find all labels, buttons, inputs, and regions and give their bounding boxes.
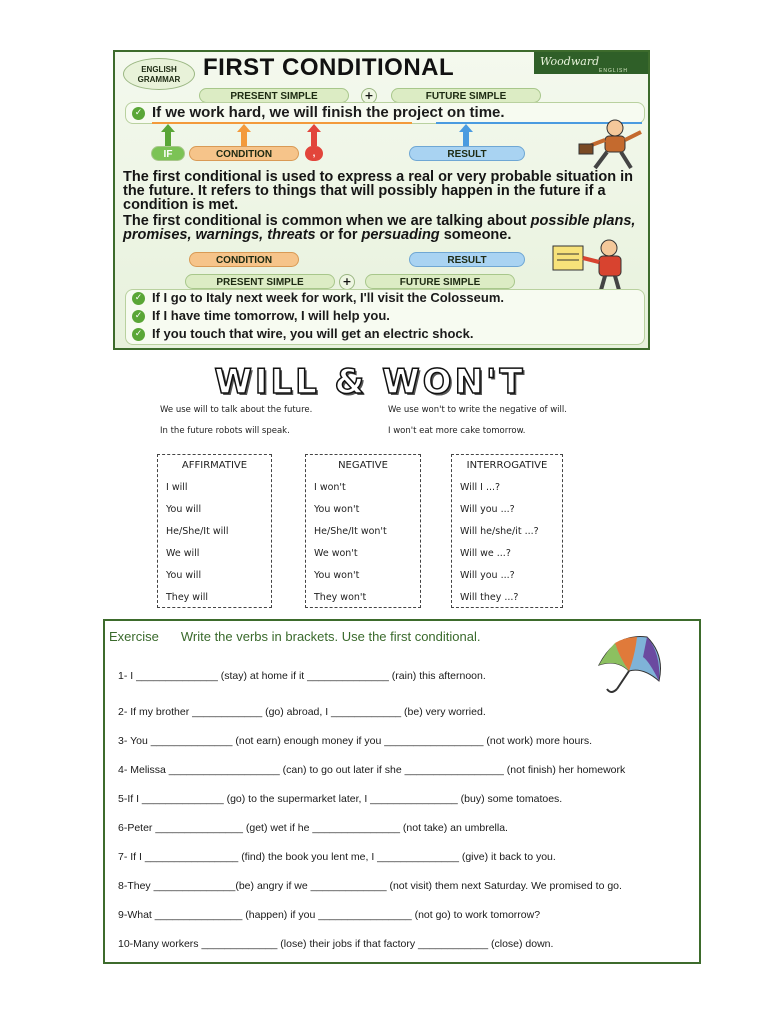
- bottom-label-result: RESULT: [409, 252, 525, 267]
- para2-text-a: The first conditional is common when we are talking about: [123, 213, 531, 229]
- negative-line: You won't: [314, 570, 360, 581]
- interrogative-line: Will I ...?: [460, 482, 501, 493]
- exercise-question: 7- If I ________________ (find) the book you lent me, I ______________ (give) it back to you.: [118, 851, 556, 863]
- brand-sub: ENGLISH: [599, 68, 628, 74]
- note-cake: I won't eat more cake tomorrow.: [388, 426, 526, 436]
- label-comma: ,: [305, 146, 323, 161]
- main-example-sentence: If we work hard, we will finish the project on time.: [152, 104, 505, 121]
- bottom-formula-plus: +: [339, 274, 355, 290]
- first-conditional-poster: [113, 50, 650, 350]
- negative-line: You won't: [314, 504, 360, 515]
- poster-title: FIRST CONDITIONAL: [203, 54, 455, 81]
- arrow-up-red-icon: [307, 124, 321, 146]
- affirmative-line: He/She/It will: [166, 526, 229, 537]
- brand-logo: Woodward: [534, 52, 648, 74]
- formula-future-simple: FUTURE SIMPLE: [391, 88, 541, 103]
- teacher-with-chart-illustration: [551, 236, 643, 292]
- negative-heading: NEGATIVE: [338, 460, 388, 471]
- will-wont-title: WILL & WON'T: [214, 362, 526, 402]
- note-wont-negative: We use won't to write the negative of will.: [388, 405, 567, 415]
- para2-text-b: or for: [315, 227, 362, 243]
- formula-plus: +: [361, 88, 377, 104]
- affirmative-line: They will: [166, 592, 208, 603]
- negative-line: He/She/It won't: [314, 526, 387, 537]
- example-sentence-2: If I have time tomorrow, I will help you.: [152, 308, 390, 323]
- bottom-formula-present-simple: PRESENT SIMPLE: [185, 274, 335, 289]
- umbrella-icon: [595, 631, 667, 697]
- note-will-future: We use will to talk about the future.: [160, 405, 313, 415]
- affirmative-box: [157, 454, 272, 608]
- affirmative-heading: AFFIRMATIVE: [181, 460, 248, 471]
- affirmative-line: You will: [166, 504, 202, 515]
- examples-box: [125, 289, 645, 345]
- exercise-heading: [109, 629, 480, 644]
- english-grammar-badge: ENGLISH GRAMMAR: [123, 58, 195, 90]
- para2-text-c: someone.: [439, 227, 512, 243]
- exercise-instruction: Write the verbs in brackets. Use the first conditional.: [180, 629, 481, 644]
- affirmative-line: I will: [166, 482, 188, 493]
- note-robots: In the future robots will speak.: [160, 426, 290, 436]
- exercise-box: [103, 619, 701, 964]
- label-if: IF: [151, 146, 185, 161]
- exercise-question: 4- Melissa ___________________ (can) to go out later if she _________________ (not finish) her homework: [118, 764, 626, 776]
- interrogative-line: Will we ...?: [460, 548, 511, 559]
- para2-emphasis: possible plans, promises, warnings, threats: [123, 213, 636, 243]
- exercise-question: 5-If I ______________ (go) to the supermarket later, I _______________ (buy) some tomatoes.: [118, 793, 563, 805]
- example-sentence-1: If I go to Italy next week for work, I'll visit the Colosseum.: [152, 290, 504, 305]
- label-result: RESULT: [409, 146, 525, 161]
- interrogative-line: Will they ...?: [460, 592, 519, 603]
- interrogative-heading: INTERROGATIVE: [466, 460, 548, 471]
- negative-line: I won't: [314, 482, 346, 493]
- exercise-question: 10-Many workers _____________ (lose) their jobs if that factory ____________ (close) down.: [118, 938, 554, 950]
- negative-line: They won't: [314, 592, 367, 603]
- para2-emphasis-2: persuading: [361, 227, 440, 243]
- interrogative-line: Will you ...?: [460, 504, 515, 515]
- formula-present-simple: PRESENT SIMPLE: [199, 88, 349, 103]
- arrow-up-blue-icon: [459, 124, 473, 146]
- exercise-question: 6-Peter _______________ (get) wet if he _______________ (not take) an umbrella.: [118, 822, 508, 834]
- checkmark-icon: ✓: [132, 310, 145, 323]
- running-businessman-illustration: [565, 116, 649, 172]
- affirmative-line: You will: [166, 570, 202, 581]
- exercise-question: 3- You ______________ (not earn) enough money if you _________________ (not work) more hours.: [118, 735, 593, 747]
- checkmark-icon: ✓: [132, 107, 145, 120]
- checkmark-icon: ✓: [132, 328, 145, 341]
- arrow-up-orange-icon: [237, 124, 251, 146]
- interrogative-line: Will he/she/it ...?: [460, 526, 539, 537]
- affirmative-line: We will: [166, 548, 200, 559]
- interrogative-line: Will you ...?: [460, 570, 515, 581]
- negative-line: We won't: [314, 548, 358, 559]
- exercise-question: 1- I ______________ (stay) at home if it ______________ (rain) this afternoon.: [118, 670, 486, 682]
- condition-underline: [152, 122, 412, 124]
- exercise-question: 2- If my brother ____________ (go) abroad, I ____________ (be) very worried.: [118, 706, 486, 718]
- negative-box: [305, 454, 421, 608]
- explanation-paragraph-1: The first conditional is used to express a real or very probable situation in the future. It refers to things that will possibly happen in the future if a condition is met.: [123, 169, 634, 213]
- exercise-question: 8-They ______________(be) angry if we _____________ (not visit) them next Saturday. We promised to go.: [118, 880, 622, 892]
- bottom-formula-future-simple: FUTURE SIMPLE: [365, 274, 515, 289]
- bottom-label-condition: CONDITION: [189, 252, 299, 267]
- exercise-label: Exercise: [109, 629, 159, 644]
- example-sentence-3: If you touch that wire, you will get an electric shock.: [152, 326, 474, 341]
- interrogative-box: [451, 454, 563, 608]
- label-condition: CONDITION: [189, 146, 299, 161]
- exercise-question: 9-What _______________ (happen) if you ________________ (not go) to work tomorrow?: [118, 909, 541, 921]
- checkmark-icon: ✓: [132, 292, 145, 305]
- arrow-up-green-icon: [161, 124, 175, 146]
